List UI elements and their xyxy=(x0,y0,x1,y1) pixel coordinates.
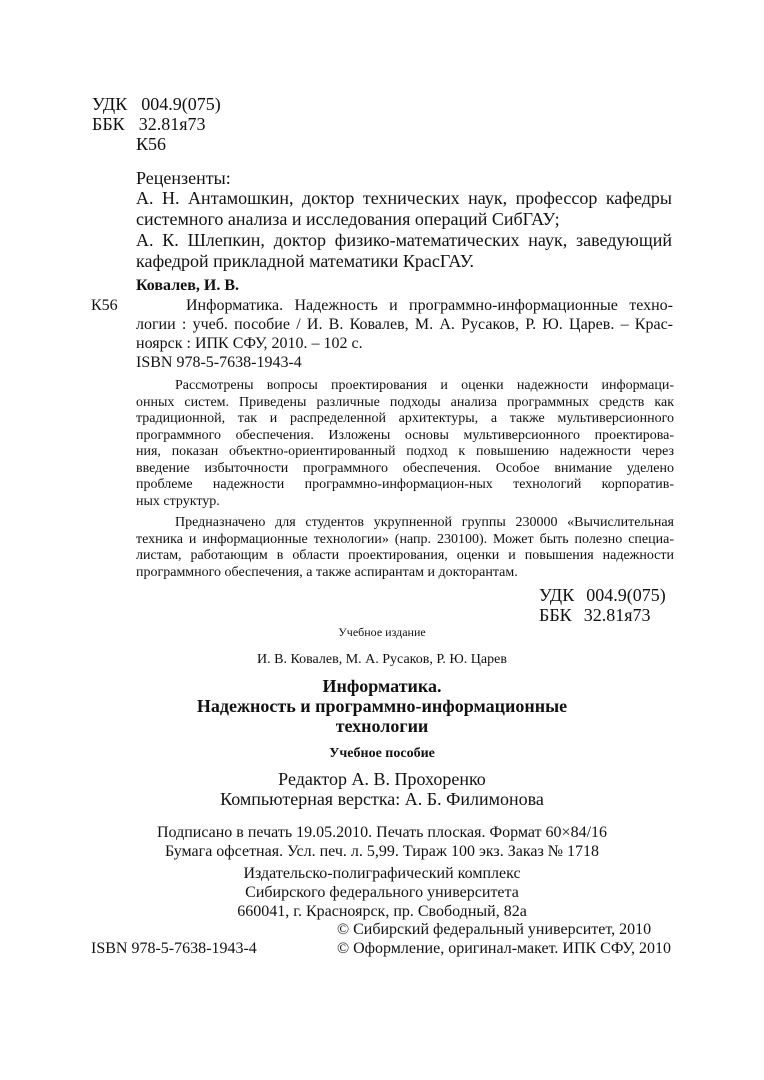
udk-value: 004.9(075) xyxy=(586,585,666,605)
bbk-top xyxy=(92,114,205,135)
abstract-line: листам, работающим в области проектирования, оценки и повышения надежности xyxy=(136,548,674,563)
reviewer-line: системного анализа и исследования операций СибГАУ; xyxy=(136,209,560,229)
abstract-line: ных структур. xyxy=(136,493,220,509)
book-subtitle: Учебное пособие xyxy=(329,746,435,761)
copyright-line: © Оформление, оригинал-макет. ИПК СФУ, 2010 xyxy=(336,940,671,957)
bib-line: ноярск : ИПК СФУ, 2010. – 102 с. xyxy=(136,335,363,352)
udk-bottom xyxy=(539,585,666,606)
abstract-paragraph-1 xyxy=(136,378,674,510)
udk-label: УДК xyxy=(92,94,128,114)
title-line: технологии xyxy=(335,716,429,736)
abstract-line: техника и информационные технологии» (напр. 230100). Может быть полезно специа- xyxy=(136,531,674,547)
bib-mark: К56 xyxy=(91,297,118,314)
abstract-line: Предназначено для студентов укрупненной группы 230000 «Вычислительная xyxy=(175,515,674,530)
bbk-label: ББК xyxy=(539,605,572,625)
abstract-line: программного обеспечения, а также аспирантам и докторантам. xyxy=(136,564,518,580)
bbk-bottom xyxy=(539,605,650,626)
copyright-block xyxy=(337,920,671,958)
abstract-line: программного обеспечения. Изложены основы мультиверсионного проектирова- xyxy=(136,427,674,443)
reviewer-line: кафедрой прикладной математики КрасГАУ. xyxy=(136,251,475,271)
publisher-line: 660041, г. Красноярск, пр. Свободный, 82а xyxy=(237,903,527,920)
publisher-details xyxy=(0,864,764,921)
abstract-line: онных систем. Приведены различные подходы анализа программных средств как xyxy=(136,394,674,410)
title-line: Информатика. xyxy=(322,676,442,696)
reviewer-line: А. К. Шлепкин, доктор физико-математических наук, заведующий xyxy=(136,230,672,250)
bib-isbn: ISBN 978-5-7638-1943-4 xyxy=(136,354,302,371)
bib-line: Информатика. Надежность и программно-информационные техно- xyxy=(186,297,673,314)
isbn-bottom: ISBN 978-5-7638-1943-4 xyxy=(91,940,257,957)
udk-value: 004.9(075) xyxy=(141,94,221,114)
print-line: Бумага офсетная. Усл. печ. л. 5,99. Тираж 100 экз. Заказ № 1718 xyxy=(164,843,600,860)
abstract-line: проблеме надежности программно-информацион-ных технологий корпоратив- xyxy=(136,477,674,492)
bbk-value: 32.81я73 xyxy=(138,114,206,134)
bib-author: Ковалев, И. В. xyxy=(136,277,240,294)
udk-label: УДК xyxy=(539,585,575,605)
author-mark-top: К56 xyxy=(136,134,167,154)
bib-line: логии : учеб. пособие / И. В. Ковалев, М. А. Русаков, Р. Ю. Царев. – Крас- xyxy=(136,316,673,333)
reviewer-line: А. Н. Антамошкин, доктор технических наук, профессор кафедры xyxy=(136,188,672,208)
udk-top xyxy=(92,94,221,115)
print-line: Подписано в печать 19.05.2010. Печать плоская. Формат 60×84/16 xyxy=(156,824,608,841)
title-line: Надежность и программно-информационные xyxy=(196,696,568,716)
abstract-line: традиционной, так и распределенной архитектуры, а также мультиверсионного xyxy=(136,411,674,426)
bbk-value: 32.81я73 xyxy=(583,605,651,625)
publisher-line: Сибирского федерального университета xyxy=(245,884,519,901)
copyright-line: © Сибирский федеральный университет, 2010 xyxy=(336,921,652,938)
publisher-line: Издательско-полиграфический комплекс xyxy=(243,865,521,882)
abstract-paragraph-2 xyxy=(136,515,674,581)
reviewers-heading: Рецензенты: xyxy=(136,168,231,188)
imprint-authors: И. В. Ковалев, М. А. Русаков, Р. Ю. Царев xyxy=(257,652,507,667)
edition-type: Учебное издание xyxy=(338,625,426,639)
abstract-line: Рассмотрены вопросы проектирования и оценки надежности информаци- xyxy=(175,378,674,393)
editor: Редактор А. В. Прохоренко xyxy=(278,769,486,789)
abstract-line: ния, показан объектно-ориентированный подход к повышению надежности через xyxy=(136,444,674,459)
layout-credit: Компьютерная верстка: А. Б. Филимонова xyxy=(220,789,544,809)
print-details xyxy=(0,823,764,861)
bbk-label: ББК xyxy=(92,114,125,134)
reviewers-list xyxy=(136,188,672,272)
abstract-line: введение избыточности программного обеспечения. Особое внимание уделено xyxy=(136,460,674,476)
book-title xyxy=(0,676,764,736)
bib-description xyxy=(136,296,673,372)
